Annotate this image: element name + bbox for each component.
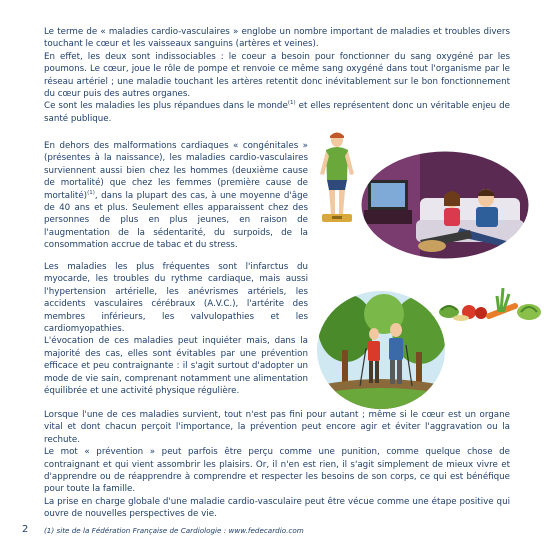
hiking-couple-illustration [316,290,446,410]
intro-paragraph [44,26,510,125]
conclusion-text-1: Lorsque l'une de ces maladies survient, tout n'est pas fini pour autant ; même si le cœur est un organe vital et dont chacun perçoit l'importance, la prévention peut encore agir et éviter l'aggravation ou la rechute. [44,410,510,445]
footnote-ref: (1) [87,189,95,196]
couch-tv-illustration [360,150,530,260]
footnote-ref: (1) [287,100,296,107]
intro-line-2: En effet, les deux sont indissociables : le coeur a besoin pour fonctionner du sang oxygéné par les poumons. Le cœur, joue le rôle de pompe et renvoie ce même sang oxygéné dans tout l'organisme par le réseau artériel ; une maladie touchant les artères retentit donc inévitablement sur le bon fonctionnement du cœur puis des autres organes. [44,51,510,100]
conclusion-paragraph [44,409,510,521]
page-number: 2 [22,524,29,535]
intro-line-1: Le terme de « maladies cardio-vasculaires » englobe un nombre important de maladies et troubles divers touchant le cœur et les vaisseaux sanguins (artères et veines). [44,27,510,50]
footnote: (1) site de la Fédération Française de Cardiologie : www.fedecardio.com [44,526,304,535]
vegetables-illustration [437,282,543,324]
intro-line-3a: Ce sont les maladies les plus répandues dans le monde [44,101,288,112]
prevention-text: L'évocation de ces maladies peut inquiéter mais, dans la majorité des cas, elles sont évitables par une prévention efficace et peu contraignante : il s'agit surtout d'adopter un mode de vie sain, comprenant notamment une alimentation équilibrée et une activité physique régulière. [44,336,308,397]
risk-text-b: , dans la plupart des cas, à une moyenne d'âge de 40 ans et plus. Seulement elles apparaissent chez des personnes de plus en plus jeunes, en raison de l'augmentation de la sédentarité, du surpoids, de la consommation accrue de tabac et du stress. [44,190,308,251]
conclusion-text-2: Le mot « prévention » peut parfois être perçu comme une punition, comme quelque chose de contraignant et qui vient assombrir les plaisirs. Or, il n'en est rien, il s'agit simplement de mieux vivre et d'apprendre ou de réapprendre à comprendre et respecter les besoins de son corps, ce qui est bénéfique pour toute la famille. [44,447,510,495]
conclusion-text-3: La prise en charge globale d'une maladie cardio-vasculaire peut être vécue comme une étape positive qui ouvre de nouvelles perspectives de vie. [44,496,510,520]
diseases-text: Les maladies les plus fréquentes sont l'infarctus du myocarde, les troubles du rythme cardiaque, mais aussi l'hypertension artérielle, les anévrismes artériels, les accidents vasculaires cérébraux (A.V.C.), l'artérite des membres inférieurs, les valvulopathies et les cardiomyopathies. [44,262,308,335]
diseases-paragraph [44,261,308,397]
risk-paragraph [44,140,308,252]
intro-line-3b: et elles représentent donc un véritable enjeu de santé publique. [44,101,511,124]
risk-text-a: En dehors des malformations cardiaques « congénitales » (présentes à la naissance), les maladies cardio-vasculaires surviennent aussi bien chez les hommes (deuxième cause de mortalité) que chez les femmes (première cause de mortalité) [44,141,308,201]
man-on-scale-illustration [314,128,360,228]
